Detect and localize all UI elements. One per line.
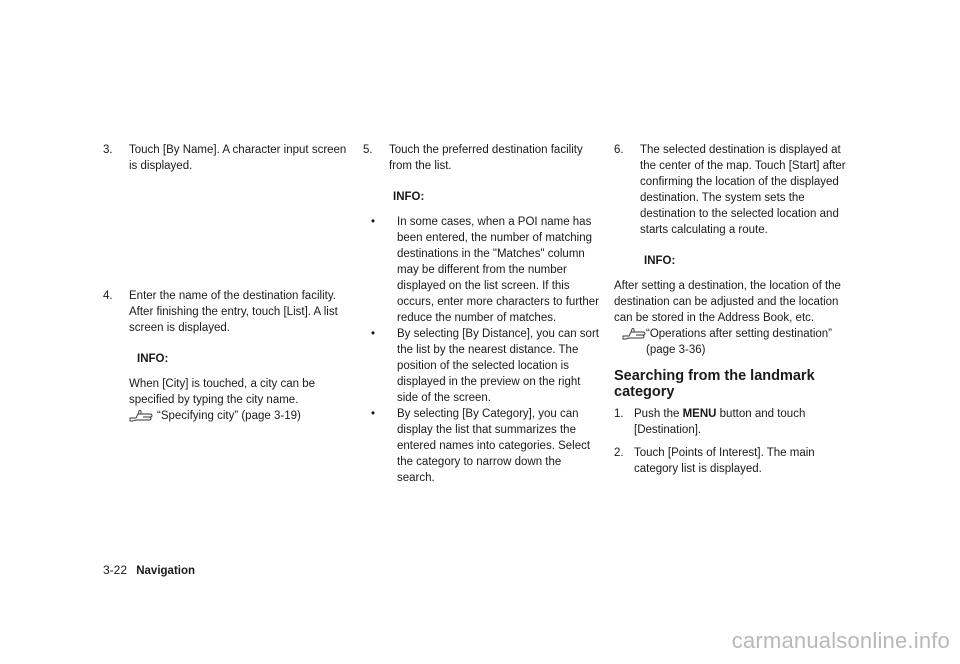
- step-number: 5.: [363, 144, 373, 156]
- step-text: Touch [By Name]. A character input screen is displayed.: [129, 144, 347, 172]
- step-number: 1.: [614, 408, 624, 420]
- info-heading: INFO:: [644, 255, 676, 267]
- step-text-post: button and touch [Destination].: [634, 408, 806, 436]
- info-text: After setting a destination, the location of the destination can be adjusted and the location can be stored in the Address Book, etc.: [614, 280, 841, 324]
- bullet-text: By selecting [By Distance], you can sort the list by the nearest distance. The position of the selected location is displayed in the preview on the right side of the screen.: [397, 328, 599, 404]
- info-heading: INFO:: [137, 353, 169, 365]
- step-number: 3.: [103, 144, 113, 156]
- step-6: [614, 142, 854, 238]
- pointing-hand-reference-icon: [129, 409, 153, 422]
- menu-button-name: MENU: [682, 408, 717, 420]
- section-step-1: [614, 406, 854, 438]
- step-number: 4.: [103, 290, 113, 302]
- step-4: [103, 288, 348, 336]
- step-number: 6.: [614, 144, 624, 156]
- page-reference[interactable]: [129, 408, 348, 424]
- page-number: 3-22: [103, 563, 128, 577]
- info-bullet: [363, 406, 599, 486]
- column-3: [614, 142, 854, 477]
- bullet-marker: •: [371, 328, 376, 340]
- bullet-text: In some cases, when a POI name has been entered, the number of matching destinations in the "Matches" column may be different from the number displayed on the list screen. If this occurs, enter more characters to further reduce the number of matches.: [397, 216, 599, 324]
- bullet-marker: •: [371, 216, 376, 228]
- step-text: The selected destination is displayed at the center of the map. Touch [Start] after confirming the location of the displayed destination. The system sets the destination to the selected location and starts calculating a route.: [640, 144, 846, 236]
- pointing-hand-reference-icon: [622, 327, 646, 340]
- watermark: carmanualsonline.info: [731, 628, 950, 653]
- column-2: [363, 142, 599, 486]
- bullet-marker: •: [371, 408, 376, 420]
- step-text-pre: Push the: [634, 408, 683, 420]
- step-text: Enter the name of the destination facility. After finishing the entry, touch [List]. A list screen is displayed.: [129, 290, 338, 334]
- reference-text: “Operations after setting destination” (page 3-36): [646, 328, 833, 356]
- step-5: [363, 142, 599, 174]
- info-bullet: [363, 214, 599, 326]
- info-heading: INFO:: [393, 191, 425, 203]
- reference-text: “Specifying city” (page 3-19): [157, 410, 301, 422]
- info-text: When [City] is touched, a city can be specified by typing the city name.: [129, 378, 316, 406]
- page-reference[interactable]: [622, 326, 854, 358]
- column-1: [103, 142, 348, 424]
- step-text: Touch the preferred destination facility from the list.: [389, 144, 583, 172]
- info-bullet: [363, 326, 599, 406]
- section-step-2: [614, 445, 854, 477]
- section-name: Navigation: [136, 565, 196, 577]
- bullet-text: By selecting [By Category], you can display the list that summarizes the entered names into categories. Select the category to narrow down the search.: [397, 408, 591, 484]
- page-footer: [103, 562, 195, 579]
- step-3: [103, 142, 348, 174]
- section-heading: Searching from the landmark category: [614, 368, 815, 400]
- step-text: Touch [Points of Interest]. The main category list is displayed.: [634, 447, 815, 475]
- step-number: 2.: [614, 447, 624, 459]
